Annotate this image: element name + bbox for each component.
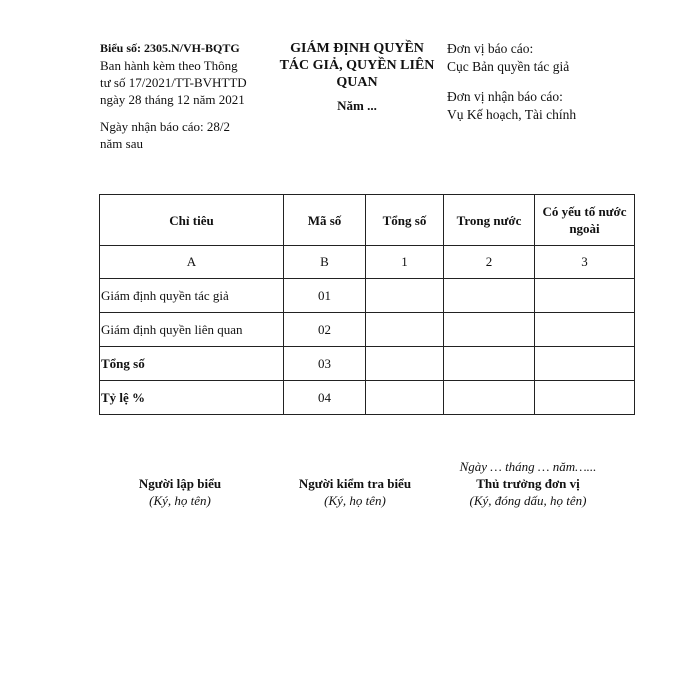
column-letter: 3 — [535, 246, 635, 279]
issued-line-1: Ban hành kèm theo Thông — [100, 58, 238, 73]
row-code: 04 — [284, 381, 366, 415]
row-code: 03 — [284, 347, 366, 381]
row-code: 01 — [284, 279, 366, 313]
row-domestic — [444, 381, 535, 415]
report-table — [99, 194, 635, 415]
table-row — [100, 313, 635, 347]
row-foreign — [535, 313, 635, 347]
signature-date: Ngày … tháng … năm…... — [459, 459, 597, 474]
row-code: 02 — [284, 313, 366, 347]
received-date-line-2: năm sau — [100, 136, 143, 151]
preparer-title: Người lập biểu — [138, 476, 222, 491]
row-foreign — [535, 279, 635, 313]
received-date-line-1: Ngày nhận báo cáo: 28/2 — [100, 119, 230, 134]
report-year: Năm ... — [337, 98, 377, 113]
table-row — [100, 381, 635, 415]
row-label: Giám định quyền liên quan — [100, 313, 284, 347]
header-foreign: Có yếu tố nước ngoài — [535, 195, 635, 246]
table-row — [100, 279, 635, 313]
column-letter: B — [284, 246, 366, 279]
header-code: Mã số — [284, 195, 366, 246]
row-domestic — [444, 347, 535, 381]
report-title-line-3: QUAN — [336, 75, 378, 90]
checker-title: Người kiểm tra biểu — [298, 476, 412, 491]
table-row — [100, 347, 635, 381]
issued-line-3: ngày 28 tháng 12 năm 2021 — [100, 92, 245, 107]
checker-sub: (Ký, họ tên) — [324, 493, 386, 508]
form-info — [100, 40, 270, 152]
row-total — [366, 279, 444, 313]
report-title-line-1: GIÁM ĐỊNH QUYỀN — [290, 41, 424, 56]
column-letter: 2 — [444, 246, 535, 279]
row-label: Tỷ lệ % — [100, 381, 284, 415]
receiving-unit-label: Đơn vị nhận báo cáo: — [447, 89, 563, 104]
head-title: Thủ trưởng đơn vị — [476, 476, 580, 491]
head-sub: (Ký, đóng dấu, họ tên) — [469, 493, 587, 508]
head-signature — [440, 458, 616, 509]
header-total: Tổng số — [366, 195, 444, 246]
issued-line-2: tư số 17/2021/TT-BVHTTD — [100, 75, 247, 90]
preparer-signature — [110, 475, 250, 509]
report-title-block — [272, 40, 442, 114]
header-domestic: Trong nước — [444, 195, 535, 246]
row-label: Giám định quyền tác giả — [100, 279, 284, 313]
column-letter: 1 — [366, 246, 444, 279]
column-letter: A — [100, 246, 284, 279]
table-header-row — [100, 195, 635, 246]
header-indicator: Chỉ tiêu — [100, 195, 284, 246]
row-total — [366, 313, 444, 347]
row-domestic — [444, 279, 535, 313]
row-foreign — [535, 347, 635, 381]
row-total — [366, 347, 444, 381]
row-domestic — [444, 313, 535, 347]
report-title-line-2: TÁC GIẢ, QUYỀN LIÊN — [279, 58, 435, 73]
row-foreign — [535, 381, 635, 415]
form-code: Biểu số: 2305.N/VH-BQTG — [100, 41, 240, 55]
row-total — [366, 381, 444, 415]
preparer-sub: (Ký, họ tên) — [149, 493, 211, 508]
reporting-unit: Cục Bản quyền tác giả — [447, 59, 570, 74]
reporting-unit-label: Đơn vị báo cáo: — [447, 41, 534, 56]
receiving-unit: Vụ Kế hoạch, Tài chính — [447, 107, 577, 122]
table-column-letters-row — [100, 246, 635, 279]
unit-info — [447, 40, 647, 124]
row-label: Tổng số — [100, 347, 284, 381]
checker-signature — [280, 475, 430, 509]
